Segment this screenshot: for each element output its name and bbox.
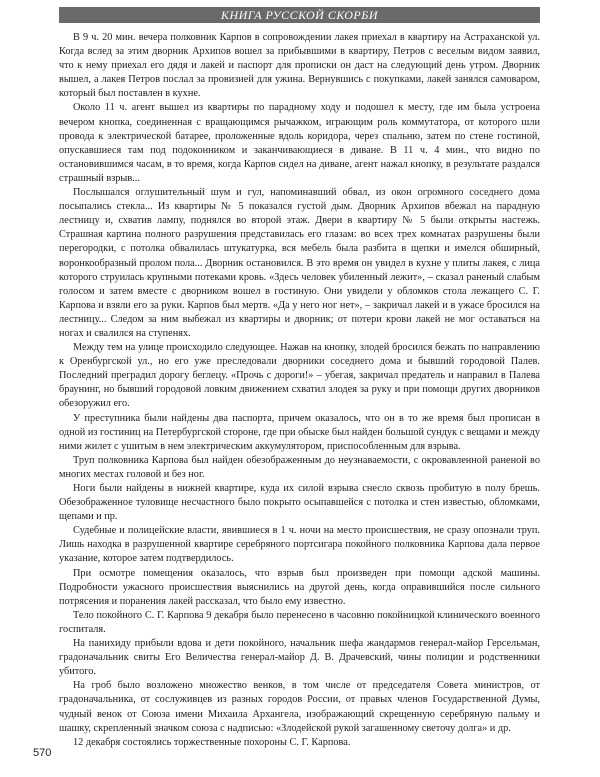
paragraph: На гроб было возложено множество венков, в том числе от председателя Совета министров, от градоначальника, от сослуживцев из разных городов России, от правых членов Государственной Думы, чудный венок от Союза имени Михаила Архангела, изображающий скрещенную серебряную пальму и шашку, скрепленный значком союза с надписью: «Злодейской рукой загашенному светочу долга» и др. <box>59 680 540 734</box>
paragraph: 12 декабря состоялись торжественные похороны С. Г. Карпова. <box>73 736 351 748</box>
paragraph: Тело покойного С. Г. Карпова 9 декабря было перенесено в часовню покойницкой клинического военного госпиталя. <box>59 609 540 635</box>
paragraph: У преступника были найдены два паспорта, причем оказалось, что он в то же время был прописан в одной из гостиниц на Петербургской стороне, где при обыске был найден большой сундук с вещами и между ними жилет с ушитым в нем электрическим аккумулятором, приспособленным для взрыва. <box>59 412 540 452</box>
paragraph: Между тем на улице происходило следующее. Нажав на кнопку, злодей бросился бежать по направлению к Оренбургской ул., но его уже преследовали дворники соседнего дома и бывший городовой Палев. Последний преградил дорогу беглецу. «Прочь с дороги!» – убегая, закричал предатель и направил в Палева браунинг, но бывший городовой ловким движением схватил злодея за руку и при помощи других дворников обезоружил его. <box>59 342 540 410</box>
paragraph: Ноги были найдены в нижней квартире, куда их силой взрыва снесло сквозь пробитую в полу брешь. Обезображенное туловище несчастного было покрыто осыпавшейся с потолка и стен известью, обломками, щепами и пр. <box>59 483 540 523</box>
paragraph: Около 11 ч. агент вышел из квартиры по парадному ходу и подошел к месту, где им была устроена вечером кнопка, соединенная с вращающимся рычажком, играющим роль коммутатора, от которого шли провода к электрической батарее, проложенные вдоль коридора, через спальню, затем по стене гостиной, опускавшиеся там под подоконником и заканчивающиеся в диване. В 11 ч. 4 мин., что видно по остановившимся часам, в то время, когда Карпов сидел на диване, агент нажал кнопку, в результате раздался страшный взрыв... <box>59 102 540 184</box>
paragraph: При осмотре помещения оказалось, что взрыв был произведен при помощи адской машины. Подробности ужасного происшествия выяснились на другой день, когда оправившийся после сильного потрясения и поранения лакей рассказал, что было ему известно. <box>59 567 540 607</box>
paragraph: Послышался оглушительный шум и гул, напоминавший обвал, из окон огромного соседнего дома посыпались стекла... Из квартиры № 5 показался густой дым. Дворник Архипов вбежал на парадную лестницу и, схватив лампу, поднялся во второй этаж. Двери в квартиру № 5 были открыты настежь. Страшная картина полного разрушения представилась его глазам: во всех трех комнатах разрушены были перегородки, с потолка обвалилась штукатурка, вся мебель была разбита в щепки и имелся обширный, воронкообразный пролом пола... Дворник остановился. В это время он увидел в кухне у плиты лакея, с лица которого струилась крупными потеками кровь. «Здесь человек убиленный лежит», – сказал раненый слабым голосом и затем вместе с дворником вошел в гостиную. Они увидели у обломков стола лежащего С. Г. Карпова и взяли его за руки. Карпов был мертв. «Да у него ног нет», – закричал лакей и в ужасе бросился на лестницу... Следом за ним выбежал из квартиры и дворник; от потери крови лакей не мог оставаться на ногах и свалился на ступенях. <box>59 187 540 339</box>
article-body <box>59 31 540 750</box>
running-header: КНИГА РУССКОЙ СКОРБИ <box>59 7 540 23</box>
page-number: 570 <box>33 747 52 759</box>
paragraph: На панихиду прибыли вдова и дети покойного, начальник шефа жандармов генерал-майор Герсельман, градоначальник свиты Его Величества генерал-майор Д. В. Драчевский, чины полиции и родственники убитого. <box>59 638 540 678</box>
paragraph: В 9 ч. 20 мин. вечера полковник Карпов в сопровождении лакея приехал в квартиру на Астраханской ул. Когда вслед за этим дворник Архипов вошел за прибывшими в квартиру, Петров с веселым видом заявил, что к нему приехал его дядя и лакей и паспорт для прописки он даст на следующий день утром. Дворник вышел, а лакея Петров послал за провизией для ужина. Вернувшись с покупками, лакей занялся самоваром, который был поставлен в кухне. <box>59 32 540 100</box>
paragraph: Судебные и полицейские власти, явившиеся в 1 ч. ночи на место происшествия, не сразу опознали труп. Лишь находка в разрушенной квартире серебряного портсигара покойного полковника Карпова дала первое указание, которое затем подтвердилось. <box>59 525 540 565</box>
paragraph: Труп полковника Карпова был найден обезображенным до неузнаваемости, с окровавленной раненой во многих местах головой и без ног. <box>59 454 540 480</box>
